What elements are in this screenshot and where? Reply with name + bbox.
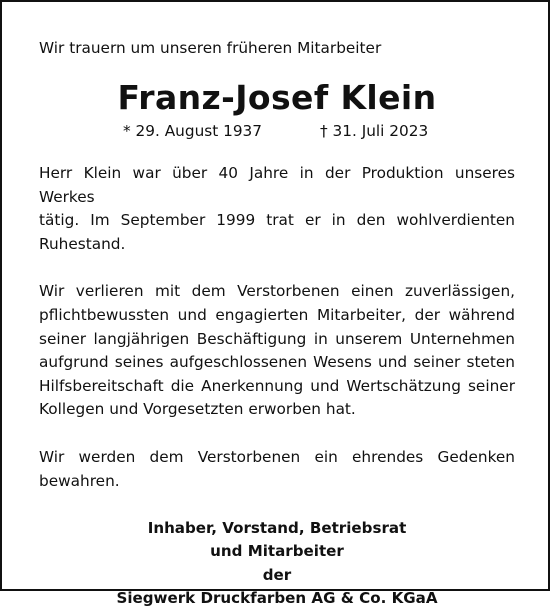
- signature-line: der: [262, 565, 292, 584]
- paragraph-line: Hilfsbereitschaft die Anerkennung und Wertschätzung seiner: [39, 376, 515, 395]
- deceased-name: Franz-Josef Klein: [117, 78, 437, 117]
- paragraph-line: pflichtbewussten und engagierten Mitarbeiter, der während: [39, 305, 515, 324]
- paragraph-line: bewahren.: [39, 471, 120, 490]
- paragraph-line: Ruhestand.: [39, 234, 126, 253]
- paragraph-line: tätig. Im September 1999 trat er in den wohlverdienten: [39, 211, 515, 230]
- paragraph-line: aufgrund seines aufgeschlossenen Wesens und seiner steten: [39, 353, 515, 372]
- signature-line: Inhaber, Vorstand, Betriebsrat: [147, 519, 407, 538]
- birth-date: * 29. August 1937: [123, 122, 263, 140]
- signature-block: [39, 517, 515, 610]
- life-dates: [39, 119, 515, 143]
- paragraph-career: [39, 162, 515, 256]
- paragraph-line: seiner langjährigen Beschäftigung in unserem Unternehmen: [39, 329, 515, 348]
- paragraph-line: Wir werden dem Verstorbenen ein ehrendes Gedenken: [39, 447, 515, 466]
- intro-text: Wir trauern um unseren früheren Mitarbeiter: [39, 39, 382, 57]
- paragraph-line: Herr Klein war über 40 Jahre in der Produktion unseres Werkes: [39, 164, 515, 206]
- signature-line: und Mitarbeiter: [210, 542, 344, 561]
- paragraph-remembrance: [39, 446, 515, 493]
- paragraph-tribute: [39, 280, 515, 422]
- company-name: Siegwerk Druckfarben AG & Co. KGaA: [116, 589, 438, 608]
- paragraph-line: Kollegen und Vorgesetzten erworben hat.: [39, 400, 356, 419]
- notice-content: [39, 36, 515, 610]
- paragraph-line: Wir verlieren mit dem Verstorbenen einen zuverlässigen,: [39, 282, 515, 301]
- death-date: † 31. Juli 2023: [320, 122, 429, 140]
